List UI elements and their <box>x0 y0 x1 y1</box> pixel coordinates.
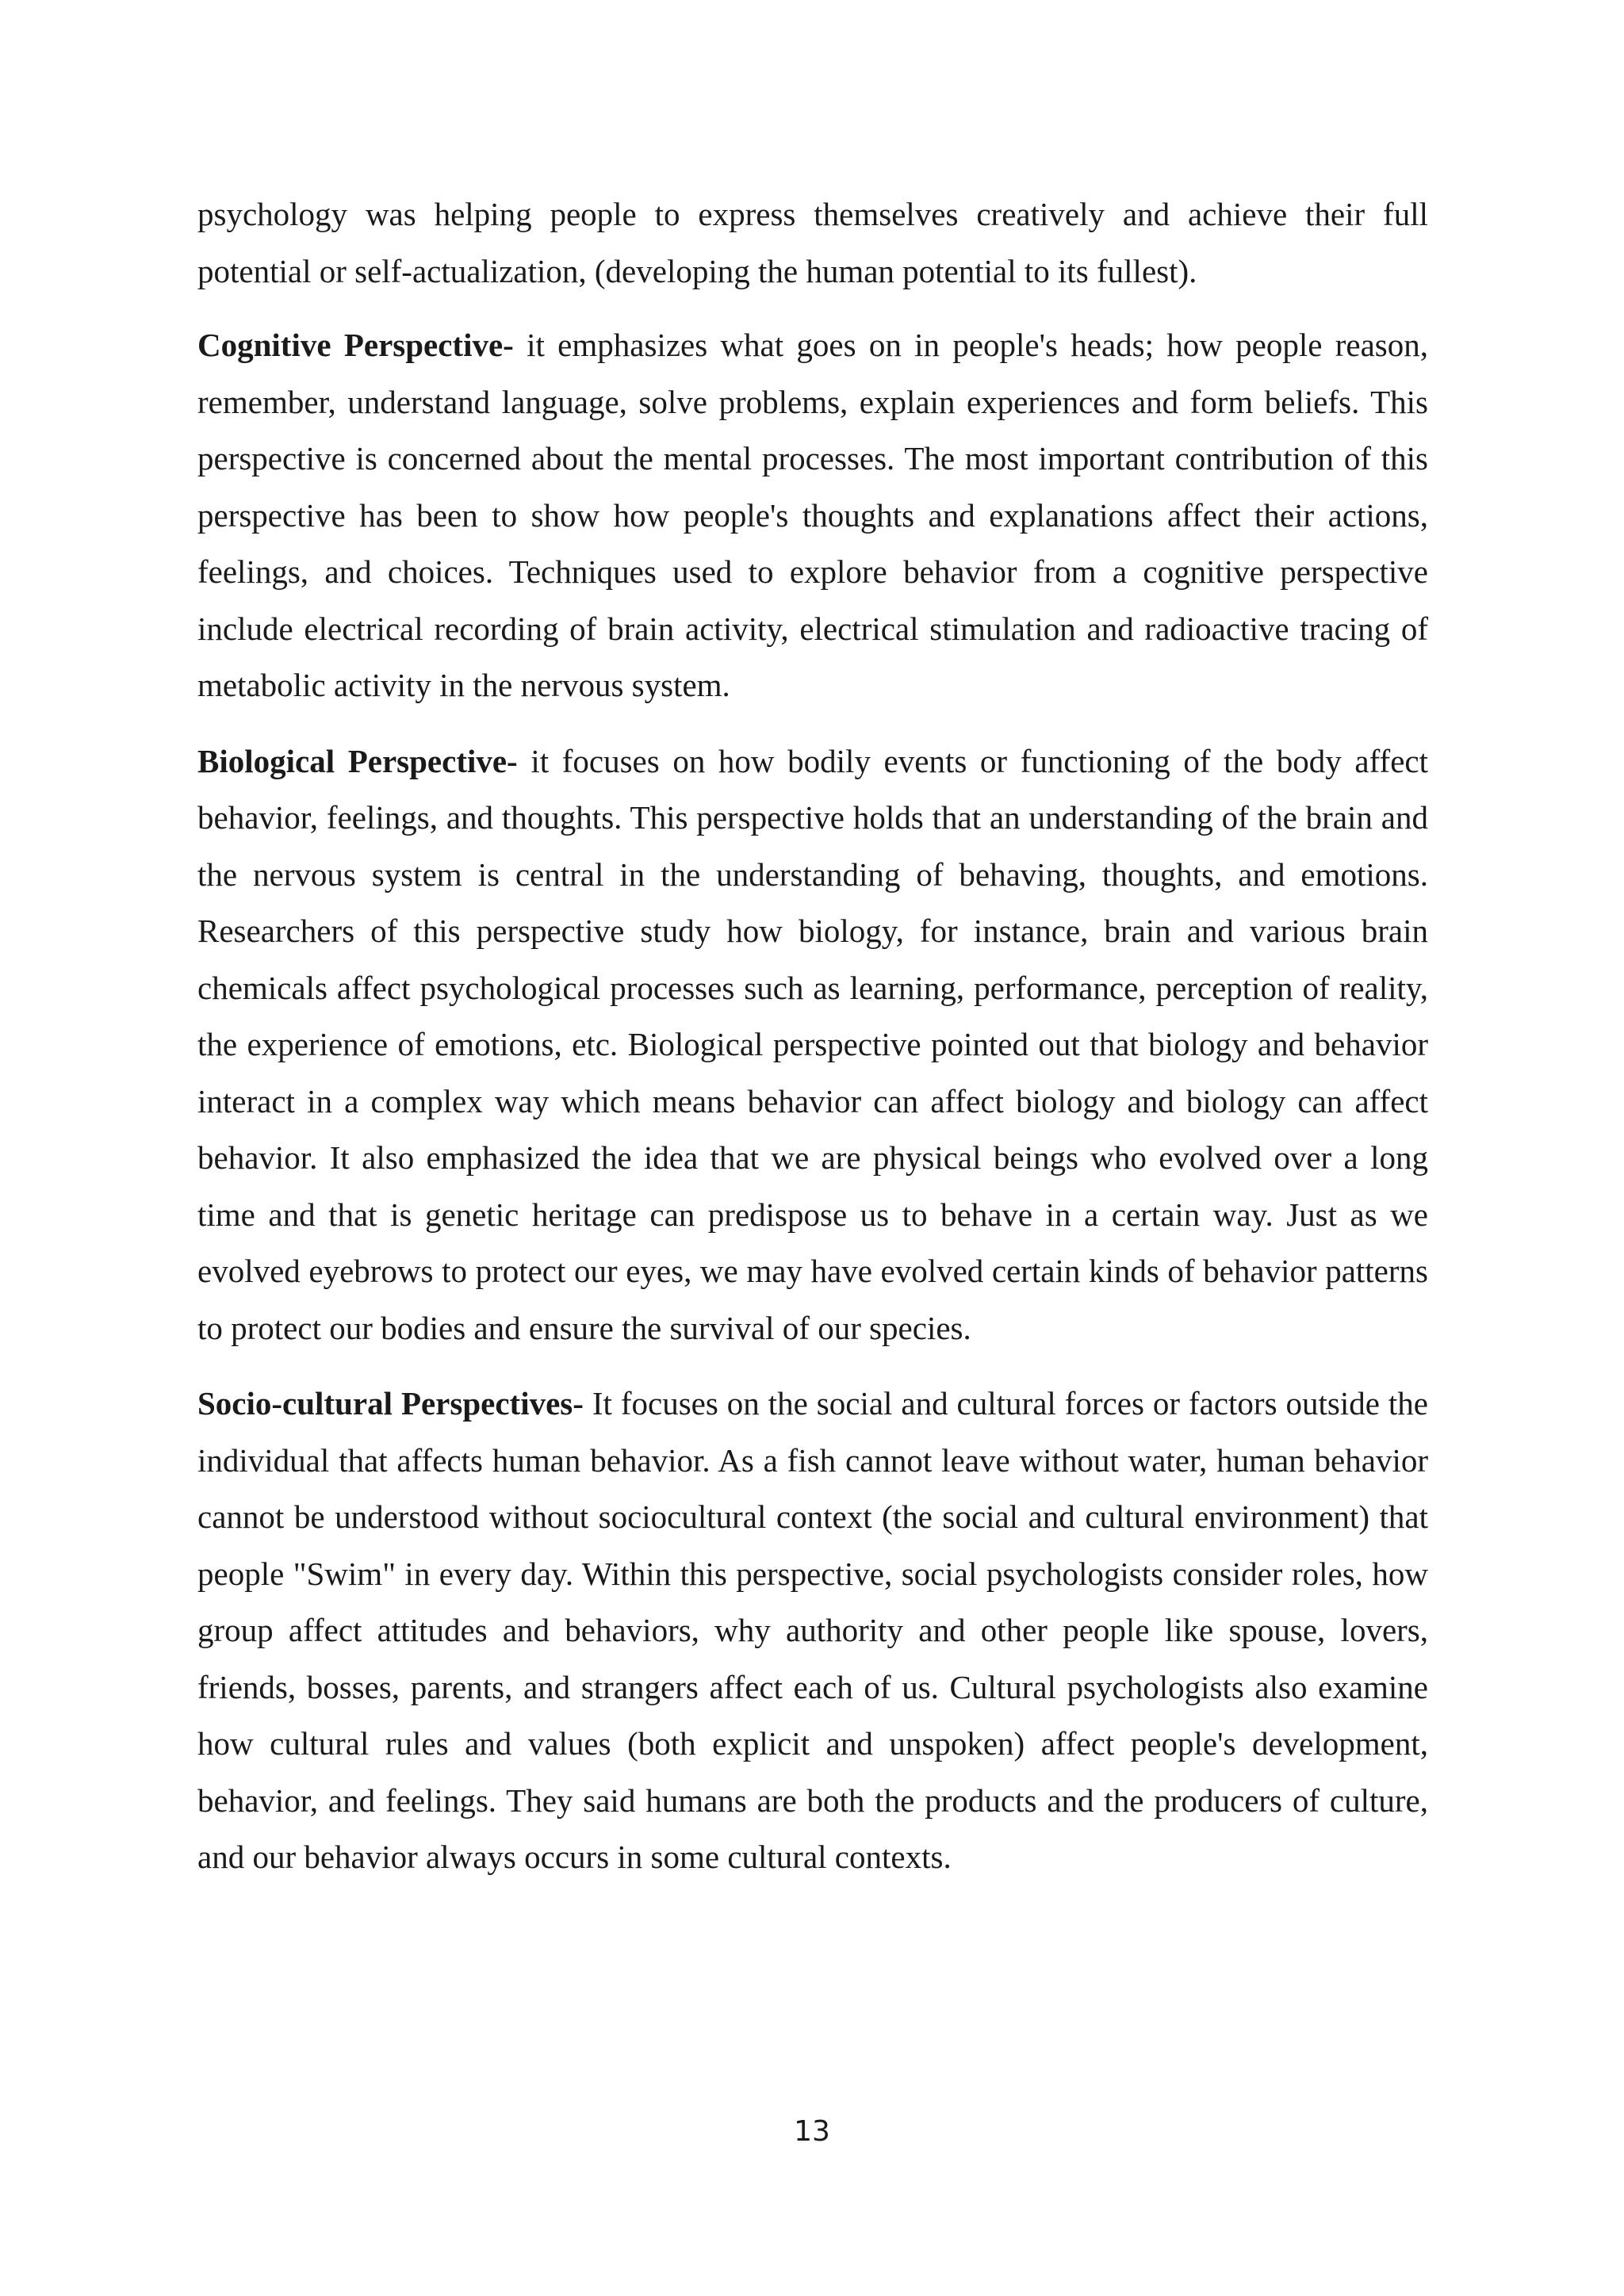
body-text <box>197 186 1428 1905</box>
paragraph-biological-perspective <box>197 733 1428 1357</box>
term-cognitive-perspective: Cognitive Perspective- <box>197 327 514 363</box>
paragraph-text: It focuses on the social and cultural forces or factors outside the individual that affects human behavior. As a fish cannot leave without water, human behavior cannot be understood without sociocultural context (the social and cultural environment) that people "Swim" in every day. Within this perspective, social psychologists consider roles, how group affect attitudes and behaviors, why authority and other people like spouse, lovers, friends, bosses, parents, and strangers affect each of us. Cultural psychologists also examine how cultural rules and values (both explicit and unspoken) affect people's development, behavior, and feelings. They said humans are both the products and the producers of culture, and our behavior always occurs in some cultural contexts. <box>197 1385 1428 1875</box>
page-number: 13 <box>794 2115 830 2148</box>
term-biological-perspective: Biological Perspective- <box>197 742 518 779</box>
paragraph-text: it emphasizes what goes on in people's heads; how people reason, remember, understand language, solve problems, explain experiences and form beliefs. This perspective is concerned about the mental processes. The most important contribution of this perspective has been to show how people's thoughts and explanations affect their actions, feelings, and choices. Techniques used to explore behavior from a cognitive perspective include electrical recording of brain activity, electrical stimulation and radioactive tracing of metabolic activity in the nervous system. <box>197 327 1428 703</box>
paragraph-cognitive-perspective <box>197 317 1428 714</box>
term-sociocultural-perspectives: Socio-cultural Perspectives- <box>197 1385 584 1422</box>
paragraph-text: it focuses on how bodily events or functioning of the body affect behavior, feelings, and thoughts. This perspective holds that an understanding of the brain and the nervous system is central in the understanding of behaving, thoughts, and emotions. Researchers of this perspective study how biology, for instance, brain and various brain chemicals affect psychological processes such as learning, performance, perception of reality, the experience of emotions, etc. Biological perspective pointed out that biology and behavior interact in a complex way which means behavior can affect biology and biology can affect behavior. It also emphasized the idea that we are physical beings who evolved over a long time and that is genetic heritage can predispose us to behave in a certain way. Just as we evolved eyebrows to protect our eyes, we may have evolved certain kinds of behavior patterns to protect our bodies and ensure the survival of our species. <box>197 742 1428 1346</box>
paragraph-sociocultural-perspectives <box>197 1376 1428 1886</box>
paragraph-text: psychology was helping people to express themselves creatively and achieve their full potential or self-actualization, (developing the human potential to its fullest). <box>197 196 1428 289</box>
paragraph-humanistic-continuation <box>197 186 1428 300</box>
